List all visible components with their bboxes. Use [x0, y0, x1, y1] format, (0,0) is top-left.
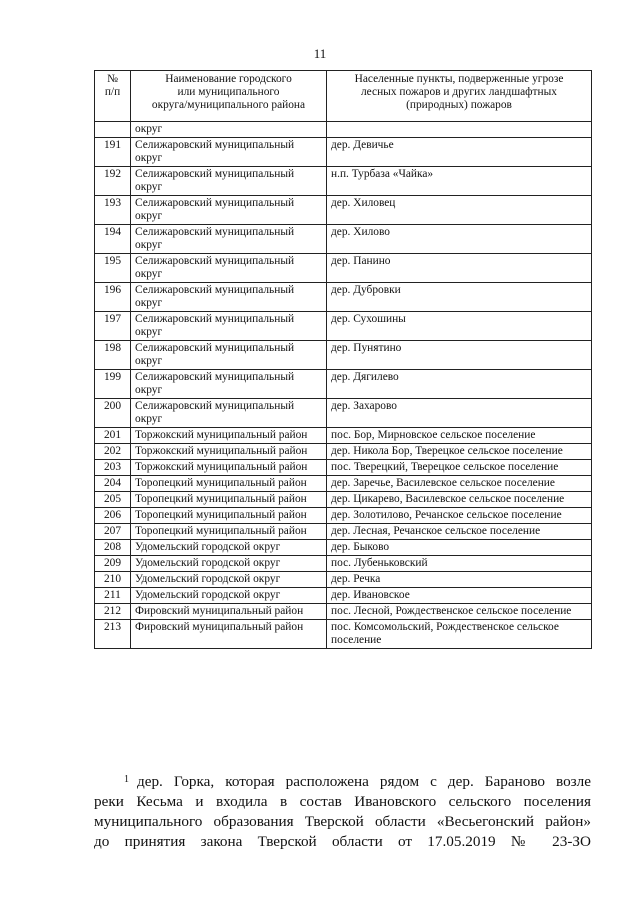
cell-num: 191	[95, 138, 131, 167]
cell-num: 193	[95, 196, 131, 225]
cell-district: Селижаровский муниципальный округ	[131, 370, 327, 399]
cell-district: Селижаровский муниципальный округ	[131, 167, 327, 196]
table-row	[95, 620, 592, 649]
cell-settlements: пос. Комсомольский, Рождественское сельское поселение	[327, 620, 592, 649]
cell-settlements: дер. Быково	[327, 540, 592, 556]
table-row	[95, 444, 592, 460]
header-settlements-text: Населенные пункты, подверженные угрозе лесных пожаров и других ландшафтных (природных) пожаров	[354, 73, 564, 111]
cell-district: Селижаровский муниципальный округ	[131, 341, 327, 370]
table-row	[95, 588, 592, 604]
cell-district: Торопецкий муниципальный район	[131, 492, 327, 508]
table-row	[95, 370, 592, 399]
footnote-marker: 1	[124, 774, 129, 785]
cell-district: Удомельский городской округ	[131, 588, 327, 604]
footnote-line-1	[94, 772, 591, 792]
table-row	[95, 196, 592, 225]
cell-num: 211	[95, 588, 131, 604]
cell-num: 206	[95, 508, 131, 524]
header-district-text: Наименование городского или муниципального округа/муниципального района	[151, 73, 306, 111]
cell-settlements: дер. Лесная, Речанское сельское поселение	[327, 524, 592, 540]
cell-num	[95, 122, 131, 138]
cell-num: 210	[95, 572, 131, 588]
cell-settlements: дер. Никола Бор, Тверецкое сельское поселение	[327, 444, 592, 460]
cell-district: Селижаровский муниципальный округ	[131, 283, 327, 312]
cell-settlements: дер. Дягилево	[327, 370, 592, 399]
table-row	[95, 556, 592, 572]
cell-num: 192	[95, 167, 131, 196]
cell-district: Фировский муниципальный район	[131, 620, 327, 649]
table-row	[95, 508, 592, 524]
cell-settlements: дер. Хилово	[327, 225, 592, 254]
table-row	[95, 524, 592, 540]
cell-settlements: пос. Тверецкий, Тверецкое сельское поселение	[327, 460, 592, 476]
cell-num: 207	[95, 524, 131, 540]
footnote	[94, 772, 591, 852]
footnote-line-2: реки Кесьма и входила в состав Ивановского сельского поселения	[94, 793, 591, 810]
table-row	[95, 225, 592, 254]
table-row-continuation	[95, 122, 592, 138]
footnote-line-1-text: дер. Горка, которая расположена рядом с дер. Бараново возле	[137, 773, 591, 790]
cell-district: Удомельский городской округ	[131, 540, 327, 556]
cell-district: Селижаровский муниципальный округ	[131, 312, 327, 341]
cell-num: 197	[95, 312, 131, 341]
footnote-line-3: муниципального образования Тверской области «Весьегонский район»	[94, 813, 591, 830]
table-row	[95, 399, 592, 428]
cell-num: 209	[95, 556, 131, 572]
cell-district: Селижаровский муниципальный округ	[131, 138, 327, 167]
table-row	[95, 460, 592, 476]
cell-num: 213	[95, 620, 131, 649]
cell-settlements: дер. Ивановское	[327, 588, 592, 604]
cell-settlements: н.п. Турбаза «Чайка»	[327, 167, 592, 196]
cell-district: Торопецкий муниципальный район	[131, 524, 327, 540]
cell-num: 208	[95, 540, 131, 556]
page-number: 11	[313, 46, 327, 61]
header-settlements	[327, 71, 592, 122]
cell-settlements	[327, 122, 592, 138]
table-row	[95, 492, 592, 508]
cell-settlements: дер. Сухошины	[327, 312, 592, 341]
cell-num: 196	[95, 283, 131, 312]
cell-settlements: пос. Лесной, Рождественское сельское поселение	[327, 604, 592, 620]
cell-settlements: дер. Захарово	[327, 399, 592, 428]
cell-settlements: дер. Дубровки	[327, 283, 592, 312]
cell-num: 205	[95, 492, 131, 508]
header-num	[95, 71, 131, 122]
cell-settlements: пос. Лубеньковский	[327, 556, 592, 572]
cell-district: Торжокский муниципальный район	[131, 428, 327, 444]
table-row	[95, 312, 592, 341]
cell-num: 202	[95, 444, 131, 460]
cell-district: Селижаровский муниципальный округ	[131, 254, 327, 283]
table-row	[95, 341, 592, 370]
cell-district: Торжокский муниципальный район	[131, 444, 327, 460]
cell-district: Селижаровский муниципальный округ	[131, 196, 327, 225]
cell-num: 200	[95, 399, 131, 428]
table-row	[95, 540, 592, 556]
cell-settlements: дер. Заречье, Василевское сельское поселение	[327, 476, 592, 492]
cell-district: Торжокский муниципальный район	[131, 460, 327, 476]
cell-num: 198	[95, 341, 131, 370]
cell-district: Удомельский городской округ	[131, 556, 327, 572]
cell-num: 212	[95, 604, 131, 620]
table-row	[95, 572, 592, 588]
cell-district: Фировский муниципальный район	[131, 604, 327, 620]
cell-num: 195	[95, 254, 131, 283]
cell-district: Торопецкий муниципальный район	[131, 508, 327, 524]
cell-settlements: дер. Девичье	[327, 138, 592, 167]
cell-district: Торопецкий муниципальный район	[131, 476, 327, 492]
header-district	[131, 71, 327, 122]
table-row	[95, 283, 592, 312]
cell-num: 204	[95, 476, 131, 492]
cell-district: Селижаровский муниципальный округ	[131, 225, 327, 254]
settlements-table	[94, 70, 592, 649]
cell-settlements: дер. Хиловец	[327, 196, 592, 225]
table-row	[95, 428, 592, 444]
header-num-text: № п/п	[104, 73, 121, 98]
cell-settlements: пос. Бор, Мирновское сельское поселение	[327, 428, 592, 444]
cell-settlements: дер. Золотилово, Речанское сельское поселение	[327, 508, 592, 524]
cell-district: Селижаровский муниципальный округ	[131, 399, 327, 428]
cell-num: 203	[95, 460, 131, 476]
cell-settlements: дер. Речка	[327, 572, 592, 588]
cell-district: Удомельский городской округ	[131, 572, 327, 588]
cell-num: 199	[95, 370, 131, 399]
table-header-row	[95, 71, 592, 122]
cell-settlements: дер. Пунятино	[327, 341, 592, 370]
cell-num: 201	[95, 428, 131, 444]
table-row	[95, 254, 592, 283]
cell-settlements: дер. Панино	[327, 254, 592, 283]
table-row	[95, 138, 592, 167]
table-row	[95, 476, 592, 492]
footnote-line-4: до принятия закона Тверской области от 17.05.2019 № 23-ЗО	[94, 833, 591, 850]
cell-num: 194	[95, 225, 131, 254]
table-row	[95, 604, 592, 620]
cell-settlements: дер. Цикарево, Василевское сельское поселение	[327, 492, 592, 508]
cell-district: округ	[131, 122, 327, 138]
table-row	[95, 167, 592, 196]
